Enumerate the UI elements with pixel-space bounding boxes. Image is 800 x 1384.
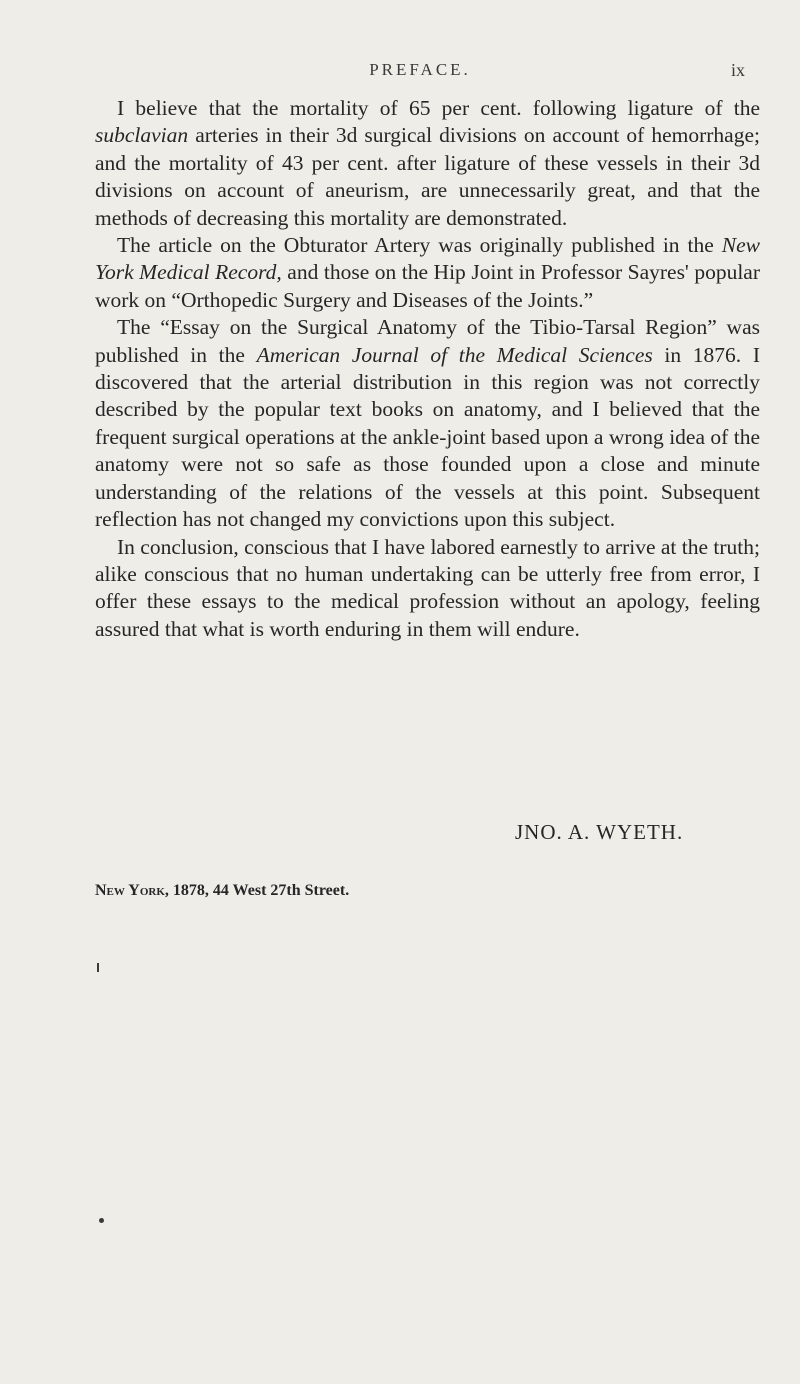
paragraph-text: in 1876. I discovered that the arterial distribution in this region was not correctly described by the popular text books on anatomy, and I believed that the frequent surgical operations at the ankle-joint based upon a wrong idea of the anatomy were not so safe as those founded upon a close and minute understanding of the relations of the vessels at this point. Subsequent reflection has not changed my convictions upon this subject. (95, 342, 760, 532)
paragraph-text: In conclusion, conscious that I have labored earnestly to arrive at the truth; alike conscious that no human undertaking can be utterly free from error, I offer these essays to the medical profession without an apology, feeling assured that what is worth enduring in them will endure. (95, 534, 760, 641)
paragraph-text: I believe that the mortality of 65 per cent. following ligature of the (117, 96, 760, 120)
running-head: PREFACE. (369, 60, 471, 79)
author-signature: JNO. A. WYETH. (515, 820, 684, 844)
paragraph-tibio-tarsal (95, 314, 760, 533)
journal-title: American Journal of the Medical Sciences (256, 342, 653, 367)
print-speck (97, 963, 99, 972)
italic-term: subclavian (95, 123, 189, 148)
paragraph-text: The article on the Obturator Artery was originally published in the (117, 233, 722, 258)
page-header (95, 60, 745, 84)
paragraph-text: arteries in their 3d surgical divisions on account of hemorrhage; and the mortality of 43 per cent. after ligature of these vessels in their 3d divisions on account of aneurism, are unnecessarily great, and that the methods of decreasing this mortality are demonstrated. (95, 123, 760, 230)
city-name: New York, (95, 882, 169, 899)
print-speck (99, 1218, 104, 1223)
paragraph-text: The “Essay on the Surgical Anatomy of the Tibio-Tarsal Region” was published in the (95, 315, 760, 367)
place-and-date (95, 882, 349, 900)
preface-body (95, 95, 760, 643)
date-address: 1878, 44 West 27th Street. (168, 882, 350, 899)
page-number: ix (730, 60, 745, 80)
journal-title: New York Medical Record, (95, 233, 760, 285)
paragraph-conclusion (95, 534, 760, 644)
paragraph-obturator (95, 232, 760, 314)
paragraph-text: and those on the Hip Joint in Professor Sayres' popular work on “Orthopedic Surgery and Diseases of the Joints.” (95, 260, 760, 312)
paragraph-subclavian (95, 95, 760, 232)
